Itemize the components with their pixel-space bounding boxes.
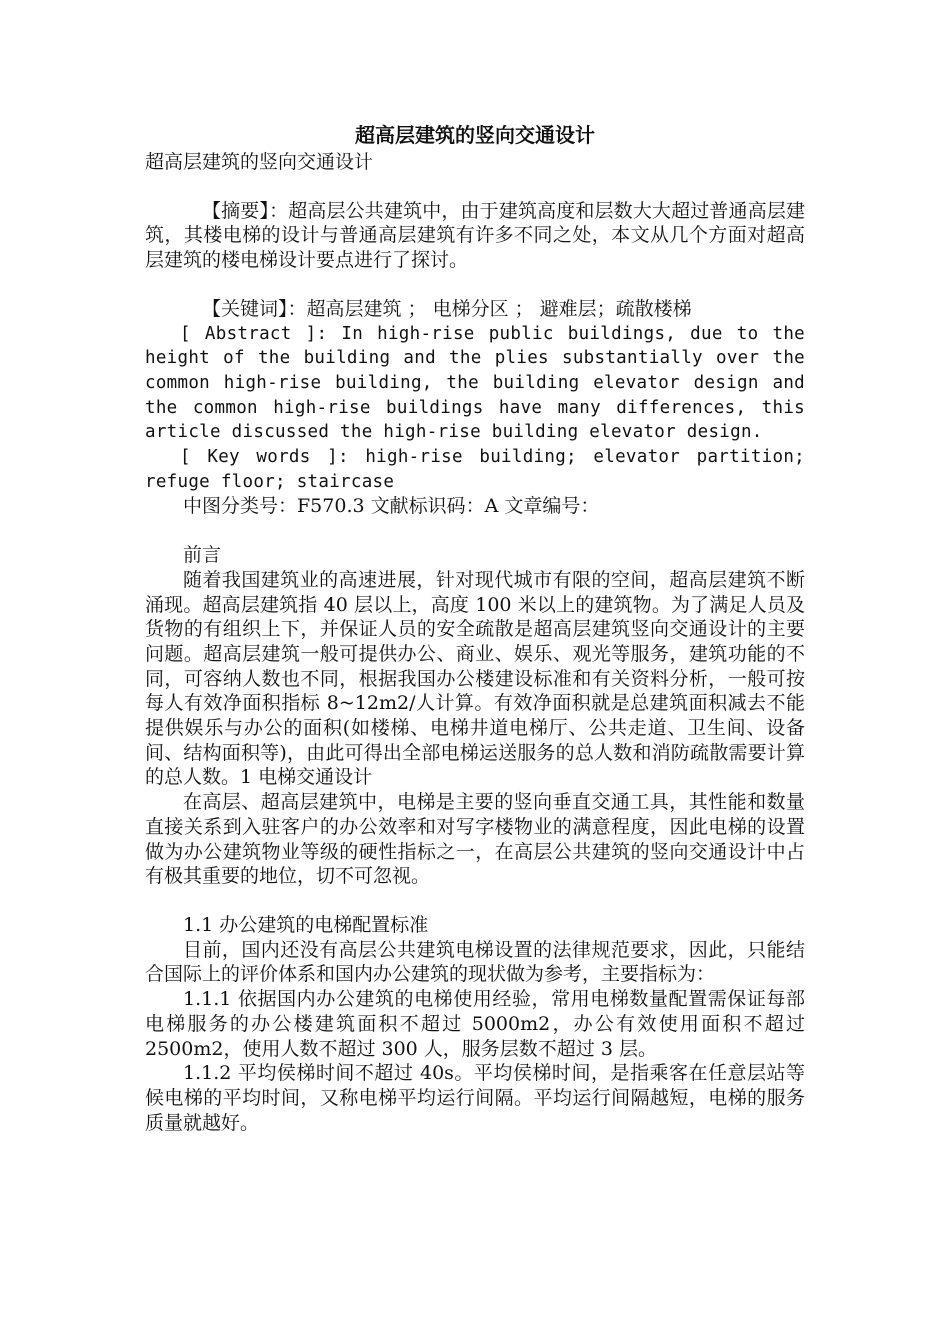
abstract-cn: 【摘要】：超高层公共建筑中，由于建筑高度和层数大大超过普通高层建筑，其楼电梯的设计与普通高层建筑有许多不同之处，本文从几个方面对超高层建筑的楼电梯设计要点进行了探讨。	[145, 199, 805, 272]
preface-paragraph-1: 随着我国建筑业的高速进展，针对现代城市有限的空间，超高层建筑不断涌现。超高层建筑指 40 层以上，高度 100 米以上的建筑物。为了满足人员及货物的有组织上下，并保证人员的安全疏散是超高层建筑竖向交通设计的主要问题。超高层建筑一般可提供办公、商业、娱乐、观光等服务，建筑功能的不同，可容纳人数也不同，根据我国办公楼建设标准和有关资料分析，一般可按每人有效净面积指标 8~12m2/人计算。有效净面积就是总建筑面积减去不能提供娱乐与办公的面积(如楼梯、电梯井道电梯厅、公共走道、卫生间、设备间、结构面积等)，由此可得出全部电梯运送服务的总人数和消防疏散需要计算的总人数。1 电梯交通设计	[145, 568, 805, 789]
section-1-1-paragraph: 目前，国内还没有高层公共建筑电梯设置的法律规范要求，因此，只能结合国际上的评价体系和国内办公建筑的现状做为参考，主要指标为：	[145, 938, 805, 986]
abstract-en: [ Abstract ]: In high-rise public buildings, due to the height of the building and the plies substantially over the common high-rise building, the building elevator design and the common high-rise buildings have many differences, this article discussed the high-rise building elevator design.	[145, 323, 805, 443]
preface-paragraph-2: 在高层、超高层建筑中，电梯是主要的竖向垂直交通工具，其性能和数量直接关系到入驻客户的办公效率和对写字楼物业的满意程度，因此电梯的设置做为办公建筑物业等级的硬性指标之一，在高层公共建筑的竖向交通设计中占有极其重要的地位，切不可忽视。	[145, 791, 805, 888]
spacer	[145, 175, 805, 199]
preface-heading: 前言	[183, 544, 222, 567]
spacer	[145, 889, 805, 913]
item-1-1-2: 1.1.2 平均侯梯时间不超过 40s。平均侯梯时间，是指乘客在任意层站等候电梯的平均时间，又称电梯平均运行间隔。平均运行间隔越短，电梯的服务质量就越好。	[145, 1062, 805, 1134]
document-subtitle: 超高层建筑的竖向交通设计	[145, 151, 374, 173]
document-page	[145, 122, 805, 1135]
classification-line: 中图分类号：F570.3 文献标识码：A 文章编号：	[183, 495, 600, 518]
section-heading-1-1: 1.1 办公建筑的电梯配置标准	[183, 913, 429, 936]
keywords-en: [ Key words ]: high-rise building; elevator partition; refuge floor; staircase	[145, 447, 805, 492]
document-title: 超高层建筑的竖向交通设计	[355, 123, 595, 147]
spacer	[145, 273, 805, 297]
spacer	[145, 519, 805, 543]
item-1-1-1: 1.1.1 依据国内办公建筑的电梯使用经验，常用电梯数量配置需保证每部电梯服务的办公楼建筑面积不超过 5000m2，办公有效使用面积不超过 2500m2，使用人数不超过 300 人，服务层数不超过 3 层。	[145, 988, 805, 1060]
keywords-cn: 【关键词】：超高层建筑 ； 电梯分区 ； 避难层；疏散楼梯	[202, 297, 692, 320]
